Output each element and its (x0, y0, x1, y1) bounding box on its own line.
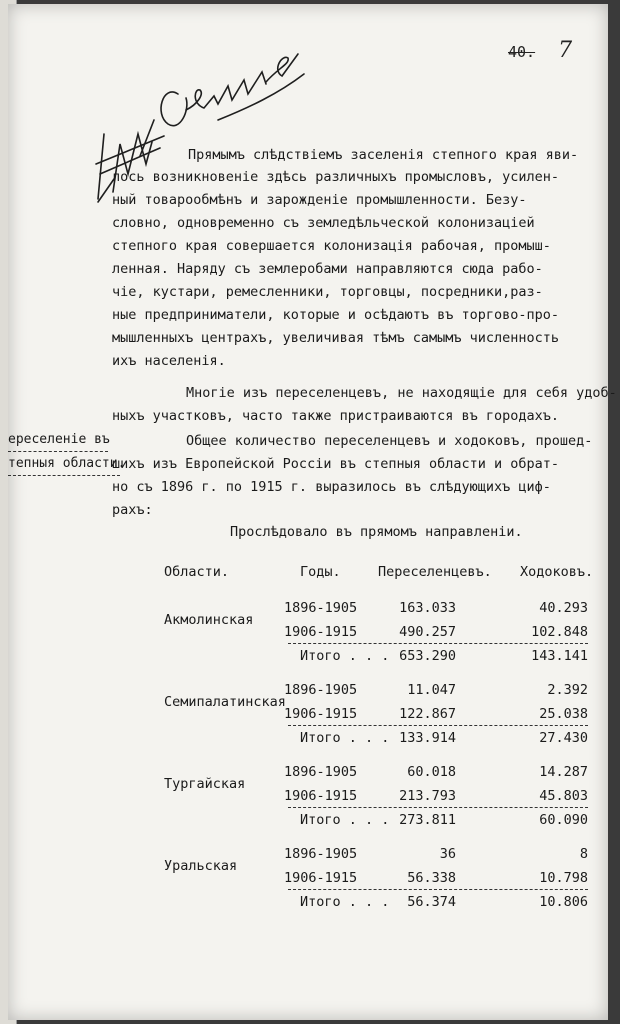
walkers-cell: 102.848 (531, 624, 588, 640)
text-line: лось возникновеніе здѣсь различныхъ промысловъ, усилен- (112, 169, 560, 185)
region-name: Уральская (164, 858, 238, 874)
settlers-cell: 11.047 (407, 682, 456, 698)
settlers-cell: 60.018 (407, 764, 456, 780)
walkers-cell: 2.392 (547, 682, 588, 698)
walkers-cell: 40.293 (539, 600, 588, 616)
text-line: Многіе изъ переселенцевъ, не находящіе для себя удоб- (186, 385, 617, 401)
text-line: рахъ: (112, 502, 153, 518)
settlers-cell: 163.033 (399, 600, 456, 616)
total-divider (288, 889, 588, 890)
text-line: чіе, кустари, ремесленники, торговцы, посредники,раз- (112, 284, 543, 300)
text-line: Прямымъ слѣдствіемъ заселенія степного края яви- (188, 147, 579, 163)
text-line: ный товарообмѣнъ и зарожденіе промышленности. Безу- (112, 192, 527, 208)
header-walkers: Ходоковъ. (520, 564, 594, 580)
total-settlers: 56.374 (407, 894, 456, 910)
text-line: Общее количество переселенцевъ и ходоковъ, прошед- (186, 433, 593, 449)
text-line: шихъ изъ Европейской Россіи въ степныя области и обрат- (112, 456, 560, 472)
page-number (508, 38, 572, 63)
years-cell: 1896-1905 (284, 846, 358, 862)
header-settlers: Переселенцевъ. (378, 564, 492, 580)
walkers-cell: 25.038 (539, 706, 588, 722)
total-walkers: 27.430 (539, 730, 588, 746)
text-line: ленная. Наряду съ землеробами направляются сюда рабо- (112, 261, 543, 277)
total-walkers: 60.090 (539, 812, 588, 828)
total-settlers: 653.290 (399, 648, 456, 664)
walkers-cell: 45.803 (539, 788, 588, 804)
text-line: ихъ населенія. (112, 353, 226, 369)
settlers-cell: 36 (439, 846, 456, 862)
total-label: Итого . . . (300, 730, 390, 746)
text-line: словно, одновременно съ земледѣльческой колонизаціей (112, 215, 535, 231)
total-divider (288, 725, 588, 726)
text-line: ные предприниматели, которые и осѣдаютъ въ торгово-про- (112, 307, 560, 323)
text-line: степного края совершается колонизація рабочая, промыш- (112, 238, 551, 254)
walkers-cell: 14.287 (539, 764, 588, 780)
margin-note-underline (8, 475, 120, 476)
margin-note-line: ереселеніе въ (8, 432, 110, 447)
years-cell: 1906-1915 (284, 706, 358, 722)
header-regions: Области. (164, 564, 230, 580)
text-line: ныхъ участковъ, часто также пристраиваются въ городахъ. (112, 408, 560, 424)
struck-page-number: 40. (508, 43, 536, 61)
margin-note-line: тепныя области. (8, 456, 126, 471)
total-divider (288, 643, 588, 644)
years-cell: 1906-1915 (284, 788, 358, 804)
text-line: мышленныхъ центрахъ, увеличивая тѣмъ самымъ численность (112, 330, 560, 346)
years-cell: 1896-1905 (284, 682, 358, 698)
settlers-cell: 213.793 (399, 788, 456, 804)
region-name: Тургайская (164, 776, 246, 792)
table-caption: Прослѣдовало въ прямомъ направленіи. (230, 524, 523, 540)
years-cell: 1906-1915 (284, 624, 358, 640)
total-settlers: 133.914 (399, 730, 456, 746)
total-label: Итого . . . (300, 894, 390, 910)
settlers-cell: 490.257 (399, 624, 456, 640)
total-divider (288, 807, 588, 808)
region-name: Акмолинская (164, 612, 254, 628)
current-page-number: 7 (558, 38, 573, 63)
settlers-cell: 56.338 (407, 870, 456, 886)
total-settlers: 273.811 (399, 812, 456, 828)
header-years: Годы. (300, 564, 341, 580)
years-cell: 1896-1905 (284, 600, 358, 616)
settlers-cell: 122.867 (399, 706, 456, 722)
years-cell: 1896-1905 (284, 764, 358, 780)
document-page (8, 4, 617, 1020)
years-cell: 1906-1915 (284, 870, 358, 886)
walkers-cell: 8 (579, 846, 588, 862)
total-walkers: 10.806 (539, 894, 588, 910)
walkers-cell: 10.798 (539, 870, 588, 886)
region-name: Семипалатинская (164, 694, 286, 710)
total-walkers: 143.141 (531, 648, 588, 664)
margin-note-underline (8, 451, 108, 452)
total-label: Итого . . . (300, 812, 390, 828)
text-line: но съ 1896 г. по 1915 г. выразилось въ слѣдующихъ циф- (112, 479, 551, 495)
total-label: Итого . . . (300, 648, 390, 664)
